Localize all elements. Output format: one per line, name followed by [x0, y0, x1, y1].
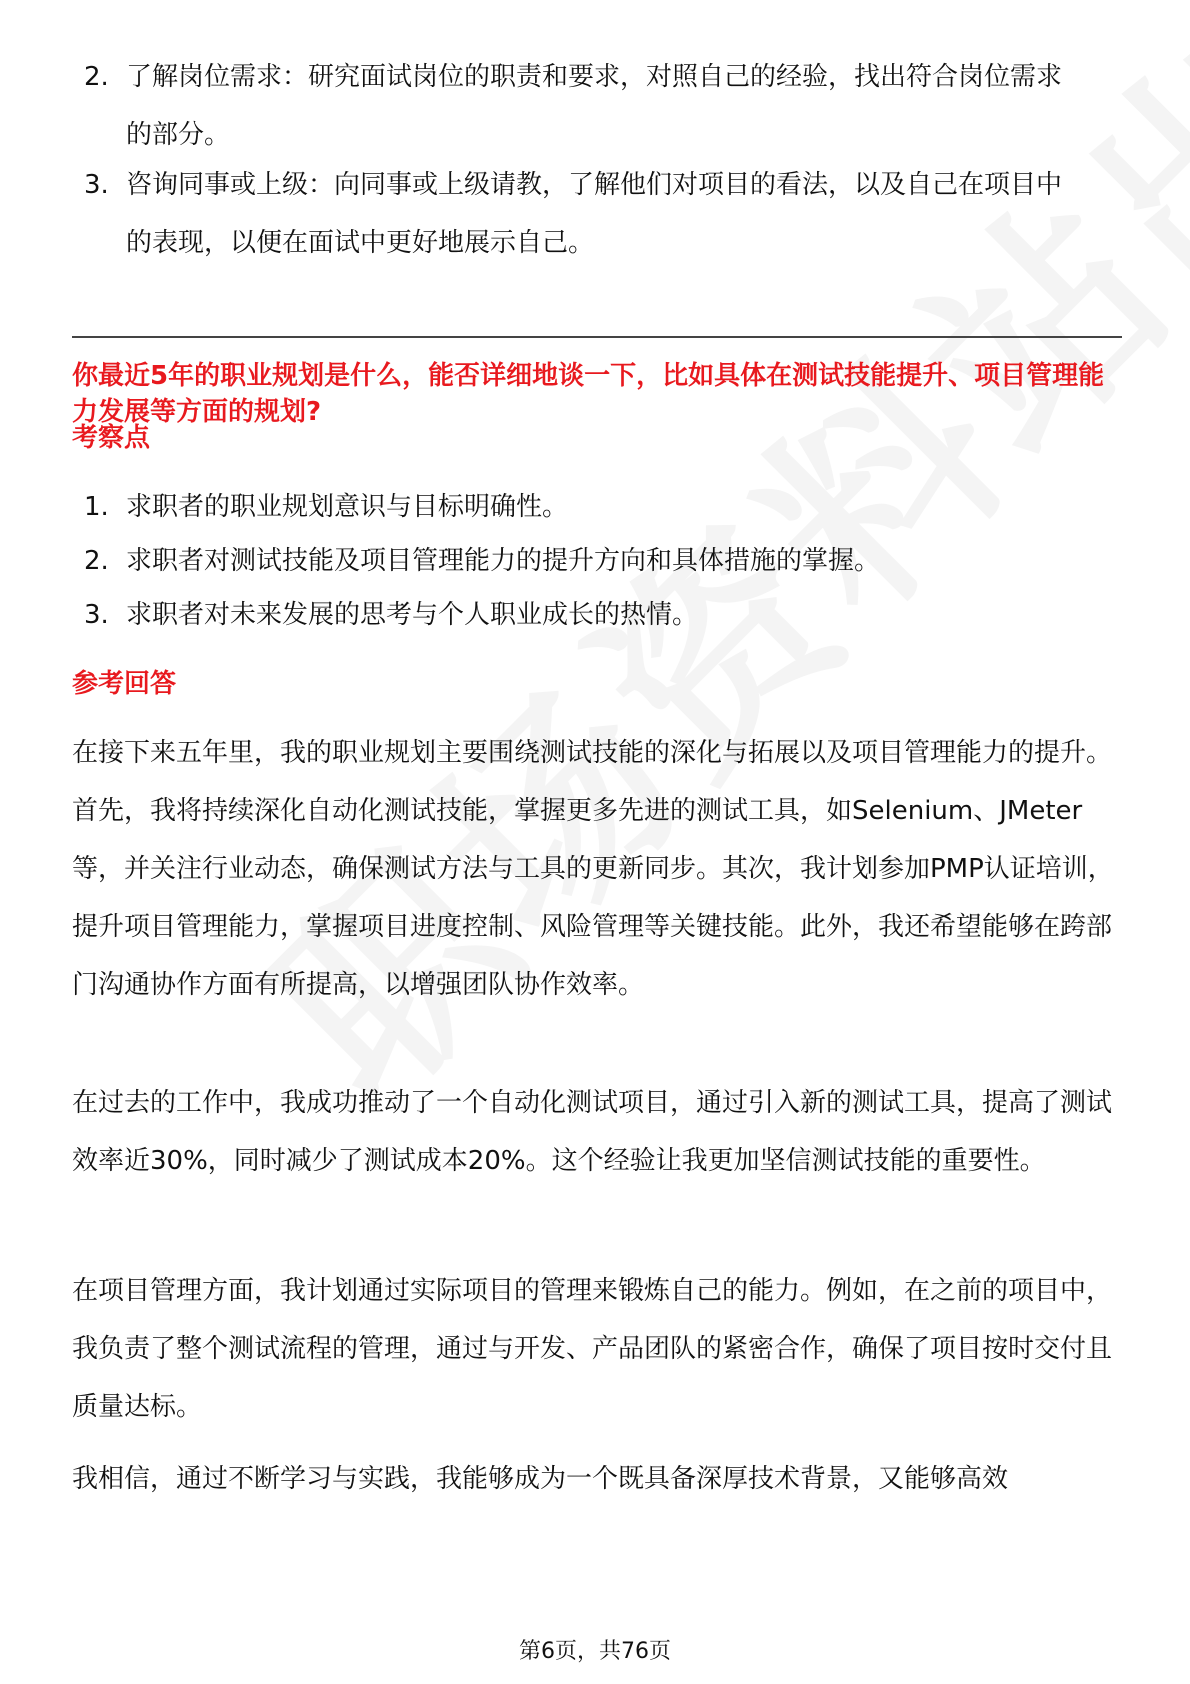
page-footer: 第6页，共76页	[519, 1639, 671, 1664]
focus-heading: 考察点	[72, 423, 151, 453]
answer-heading: 参考回答	[72, 669, 177, 699]
list-text: 了解岗位需求：研究面试岗位的职责和要求，对照自己的经验，找出符合岗位需求的部分。	[126, 62, 1063, 150]
list-number: 2.	[84, 546, 109, 576]
answer-paragraph: 在项目管理方面，我计划通过实际项目的管理来锻炼自己的能力。例如，在之前的项目中，我负责了整个测试流程的管理，通过与开发、产品团队的紧密合作，确保了项目按时交付且质量达标。	[72, 1276, 1113, 1422]
list-text: 求职者对未来发展的思考与个人职业成长的热情。	[126, 600, 699, 630]
list-item	[84, 48, 1084, 164]
list-number: 3.	[84, 170, 109, 200]
list-number: 2.	[84, 62, 109, 92]
list-text: 求职者对测试技能及项目管理能力的提升方向和具体措施的掌握。	[126, 546, 881, 576]
section-divider	[72, 336, 1122, 338]
list-item	[84, 478, 1084, 536]
answer-paragraph: 在接下来五年里，我的职业规划主要围绕测试技能的深化与拓展以及项目管理能力的提升。首先，我将持续深化自动化测试技能，掌握更多先进的测试工具，如Selenium、JMeter等，并关注行业动态，确保测试方法与工具的更新同步。其次，我计划参加PMP认证培训，提升项目管理能力，掌握项目进度控制、风险管理等关键技能。此外，我还希望能够在跨部门沟通协作方面有所提高，以增强团队协作效率。	[72, 738, 1114, 1000]
list-text: 咨询同事或上级：向同事或上级请教，了解他们对项目的看法，以及自己在项目中的表现，以便在面试中更好地展示自己。	[126, 170, 1063, 258]
question-heading: 你最近5年的职业规划是什么，能否详细地谈一下，比如具体在测试技能提升、项目管理能力发展等方面的规划?	[72, 361, 1105, 427]
document-page	[72, 0, 1122, 1684]
list-text: 求职者的职业规划意识与目标明确性。	[126, 492, 569, 522]
answer-paragraph: 在过去的工作中，我成功推动了一个自动化测试项目，通过引入新的测试工具，提高了测试效率近30%，同时减少了测试成本20%。这个经验让我更加坚信测试技能的重要性。	[72, 1088, 1113, 1176]
list-item	[84, 156, 1084, 272]
answer-paragraph: 我相信，通过不断学习与实践，我能够成为一个既具备深厚技术背景，又能够高效	[72, 1464, 1009, 1494]
list-item	[84, 532, 1084, 590]
list-number: 3.	[84, 600, 109, 630]
list-number: 1.	[84, 492, 109, 522]
list-item	[84, 586, 1084, 644]
